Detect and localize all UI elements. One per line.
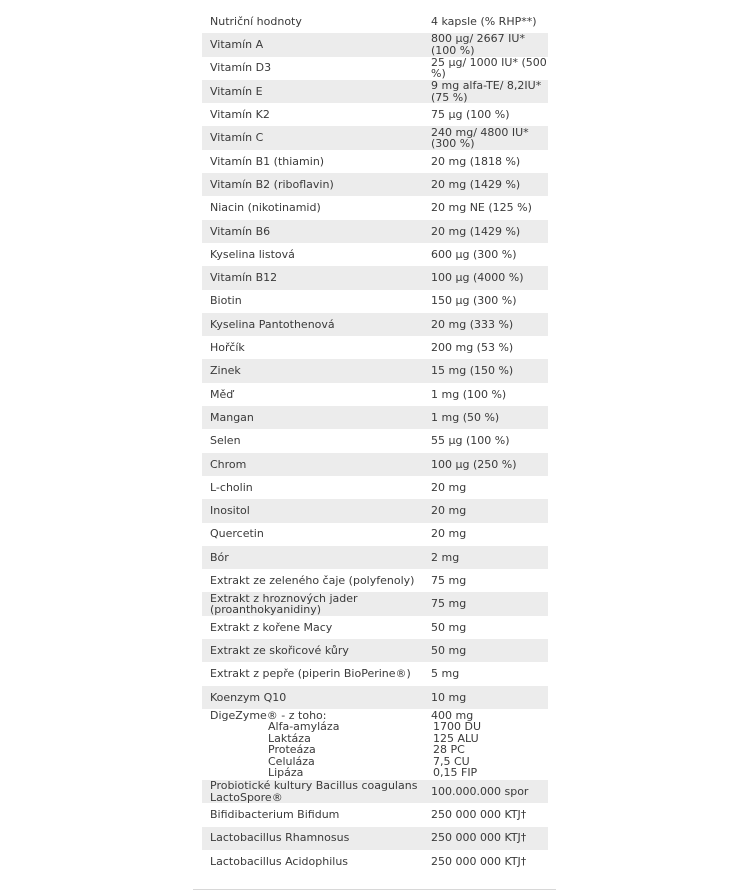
nutrient-name: Vitamín B2 (riboflavin) [210, 177, 334, 191]
nutrient-name: Bifidibacterium Bifidum [210, 808, 340, 822]
table-row [202, 383, 548, 406]
enzyme-value: 28 PC [433, 743, 465, 757]
nutrient-name: Kyselina listová [210, 247, 295, 261]
enzyme-value: 0,15 FIP [433, 766, 478, 780]
table-row [202, 57, 548, 80]
nutrient-name: Vitamín B6 [210, 224, 271, 238]
nutrient-value: 50 mg [431, 643, 467, 657]
enzyme-value: 1700 DU [433, 720, 482, 734]
nutrient-name: Bór [210, 550, 229, 564]
table-row [202, 592, 548, 615]
nutrient-value: 20 mg (1818 %) [431, 154, 521, 168]
nutrient-name: Chrom [210, 457, 247, 471]
table-row [202, 126, 548, 149]
nutrient-value: 4 kapsle (% RHP**) [431, 14, 537, 28]
nutrient-name: Vitamín E [210, 84, 263, 98]
nutrient-value: 9 mg alfa-TE/ 8,2IU* (75 %) [431, 79, 542, 104]
nutrient-value: 200 mg (53 %) [431, 341, 514, 355]
digezyme-name: DigeZyme® - z toho: [210, 708, 327, 722]
nutrient-value: 100 µg (4000 %) [431, 271, 524, 285]
nutrient-value: 75 mg [431, 574, 467, 588]
enzyme-value: 125 ALU [433, 731, 479, 745]
nutrient-name: Měď [210, 387, 234, 401]
nutrient-name: Extrakt ze zeleného čaje (polyfenoly) [210, 574, 415, 588]
nutrient-value: 20 mg [431, 504, 467, 518]
enzyme-name: Alfa-amyláza [268, 720, 340, 734]
table-row [202, 616, 548, 639]
nutrient-name: Hořčík [210, 341, 245, 355]
nutrient-value: 150 µg (300 %) [431, 294, 517, 308]
nutrient-value: 100 µg (250 %) [431, 457, 517, 471]
nutrient-value: 1 mg (100 %) [431, 387, 507, 401]
nutrient-name: Vitamín D3 [210, 61, 272, 75]
nutrient-value: 5 mg [431, 667, 460, 681]
nutrient-name: Mangan [210, 410, 254, 424]
nutrient-name: Extrakt ze skořicové kůry [210, 643, 349, 657]
table-row [202, 173, 548, 196]
nutrient-name: Vitamín B1 (thiamin) [210, 154, 325, 168]
nutrient-value: 1 mg (50 %) [431, 410, 500, 424]
nutrient-name: Vitamín C [210, 131, 264, 145]
table-row [202, 523, 548, 546]
digezyme-value: 400 mg [431, 708, 474, 722]
table-row [202, 336, 548, 359]
nutrient-name: Nutriční hodnoty [210, 14, 302, 28]
nutrient-value: 240 mg/ 4800 IU* (300 %) [431, 125, 529, 151]
nutrient-name: Koenzym Q10 [210, 690, 287, 704]
table-row [202, 499, 548, 522]
enzyme-name: Celuláza [268, 754, 315, 768]
nutrient-name: Vitamín K2 [210, 108, 270, 122]
table-row-digezyme [202, 709, 548, 780]
nutrient-value [423, 710, 548, 779]
nutrient-name: Kyselina Pantothenová [210, 317, 335, 331]
nutrient-value: 20 mg [431, 527, 467, 541]
nutrient-name: Lactobacillus Acidophilus [210, 854, 349, 868]
enzyme-name: Lipáza [268, 766, 304, 780]
nutrient-name: Zinek [210, 364, 241, 378]
table-row [202, 780, 548, 803]
nutrient-name: Niacin (nikotinamid) [210, 201, 321, 215]
table-row [202, 476, 548, 499]
table-row [202, 546, 548, 569]
nutrient-name: Extrakt z pepře (piperin BioPerine®) [210, 667, 411, 681]
table-row [202, 406, 548, 429]
table-row [202, 33, 548, 56]
nutrient-value: 250 000 000 KTJ† [431, 854, 527, 868]
nutrient-value: 75 µg (100 %) [431, 108, 510, 122]
nutrient-value: 250 000 000 KTJ† [431, 831, 527, 845]
nutrient-value: 20 mg NE (125 %) [431, 201, 532, 215]
table-row [202, 686, 548, 709]
table-row [202, 10, 548, 33]
table-row [202, 429, 548, 452]
table-row [202, 266, 548, 289]
table-row [202, 803, 548, 826]
nutrition-table [202, 10, 548, 873]
nutrient-value: 75 mg [431, 597, 467, 611]
table-row [202, 220, 548, 243]
table-row [202, 103, 548, 126]
nutrient-name: Vitamín A [210, 38, 264, 52]
nutrient-name: Extrakt z hroznových jader (proanthokyanidiny) [210, 591, 358, 617]
nutrient-value: 20 mg (1429 %) [431, 224, 521, 238]
nutrient-value: 10 mg [431, 690, 467, 704]
nutrient-value: 800 µg/ 2667 IU* (100 %) [431, 32, 525, 57]
table-row [202, 639, 548, 662]
table-row [202, 243, 548, 266]
nutrient-name: L-cholin [210, 480, 253, 494]
table-row [202, 453, 548, 476]
enzyme-name: Laktáza [268, 731, 311, 745]
table-row [202, 569, 548, 592]
nutrient-name: Extrakt z kořene Macy [210, 620, 333, 634]
nutrient-name: Quercetin [210, 527, 264, 541]
nutrient-name: Lactobacillus Rhamnosus [210, 831, 350, 845]
nutrient-value: 20 mg (333 %) [431, 317, 514, 331]
nutrient-name: Inositol [210, 504, 250, 518]
nutrient-name: Selen [210, 434, 241, 448]
nutrient-name: Biotin [210, 294, 242, 308]
table-bottom-divider [193, 889, 556, 890]
nutrient-name [202, 710, 423, 779]
nutrient-value: 15 mg (150 %) [431, 364, 514, 378]
nutrient-value: 600 µg (300 %) [431, 247, 517, 261]
table-row [202, 850, 548, 873]
table-row [202, 80, 548, 103]
nutrient-value: 25 µg/ 1000 IU* (500 %) [431, 55, 547, 81]
table-row [202, 359, 548, 382]
nutrient-name: Probiotické kultury Bacillus coagulans LactoSpore® [210, 779, 418, 804]
table-row [202, 827, 548, 850]
table-row [202, 150, 548, 173]
enzyme-name: Proteáza [268, 743, 316, 757]
nutrient-value: 20 mg (1429 %) [431, 177, 521, 191]
nutrient-name: Vitamín B12 [210, 271, 278, 285]
nutrient-value: 20 mg [431, 480, 467, 494]
nutrient-value: 50 mg [431, 620, 467, 634]
nutrient-value: 2 mg [431, 550, 460, 564]
nutrient-value: 55 µg (100 %) [431, 434, 510, 448]
table-row [202, 196, 548, 219]
table-row [202, 662, 548, 685]
nutrient-value: 250 000 000 KTJ† [431, 808, 527, 822]
table-row [202, 290, 548, 313]
table-row [202, 313, 548, 336]
enzyme-value: 7,5 CU [433, 754, 470, 768]
nutrient-value: 100.000.000 spor [431, 784, 529, 798]
